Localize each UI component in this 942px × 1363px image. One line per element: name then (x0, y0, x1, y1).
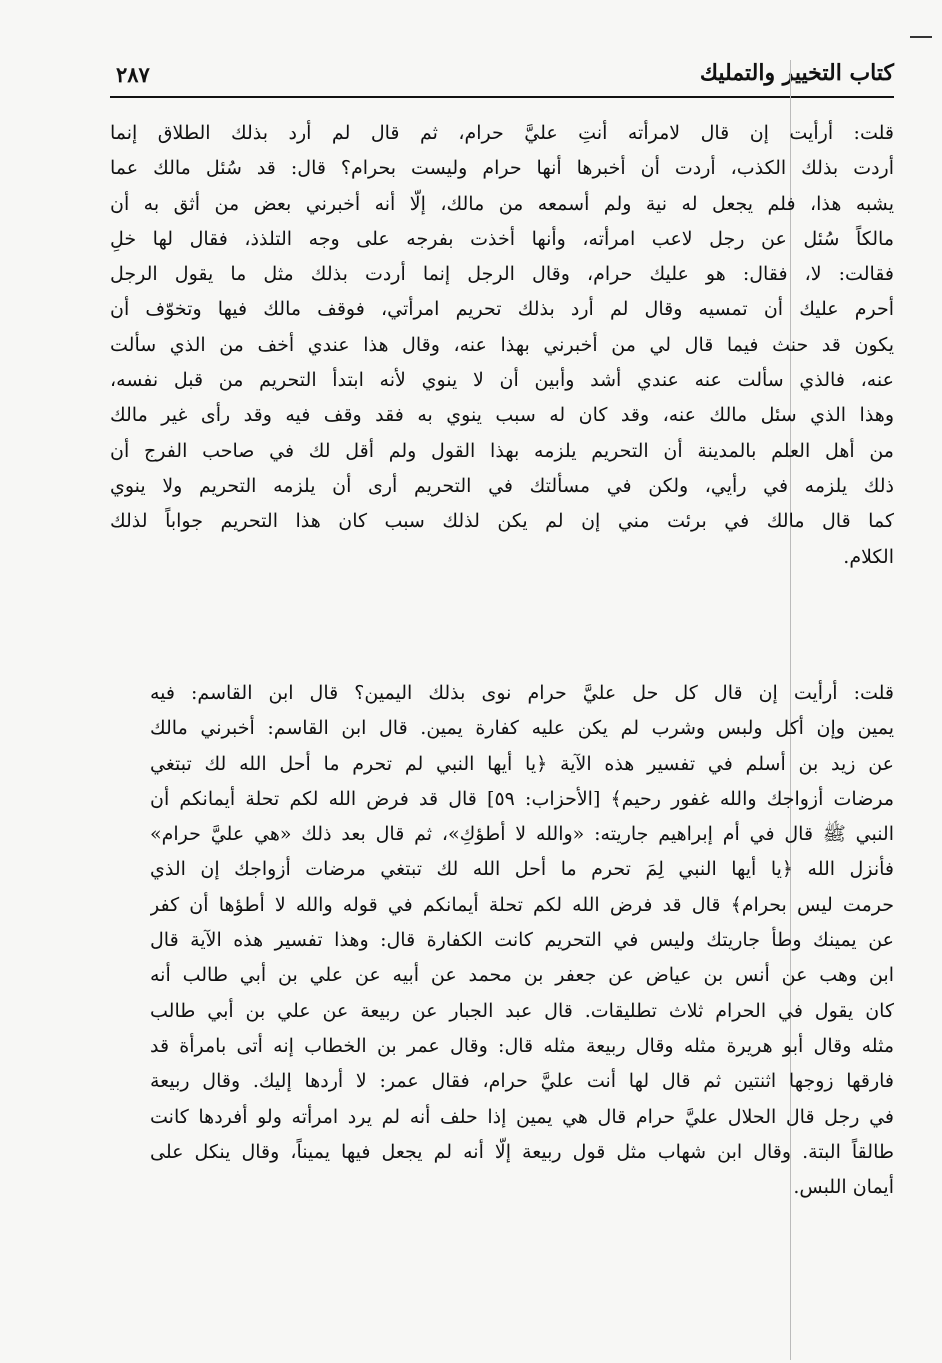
text-line: طالقاً البتة. وقال ابن شهاب مثل قول ربيعة إلّا أنه لم يجعل فيها يميناً، وقال ينكل على (150, 1140, 894, 1163)
page-number: ٢٨٧ (116, 62, 150, 87)
text-line: قلت: أرأيت إن قال كل حل عليَّ حرام نوى بذلك اليمين؟ قال ابن القاسم: فيه (150, 682, 894, 704)
text-line: كان يقول في الحرام ثلاث تطليقات. قال عبد الجبار عن ربيعة عن علي بن أبي طالب (150, 999, 894, 1022)
text-line: يشبه هذا، فلم يجعل له نية ولم أسمعه من مالك، إلّا أنه أخبرني بعض من أثق به أن (110, 192, 894, 215)
page-header (110, 60, 894, 100)
paragraph-2 (150, 676, 894, 1205)
text-line: يمين وإن أكل ولبس وشرب لم يكن عليه كفارة يمين. قال ابن القاسم: أخبرني مالك (150, 717, 894, 740)
text-line: عن يمينك وطأ جاريتك وليس في التحريم كانت الكفارة قال: وهذا تفسير هذه الآية قال (150, 929, 894, 952)
text-line: النبي ﷺ قال في أم إبراهيم جاريته: «والله لا أطؤكِ»، ثم قال بعد ذلك «هي عليَّ حرام» (150, 823, 894, 846)
chapter-title: كتاب التخيير والتمليك (699, 60, 894, 86)
text-line: مثله وقال أبو هريرة مثله وقال ربيعة مثله قال: وقال عمر بن الخطاب إنه أتى بامرأة قد (150, 1034, 894, 1057)
text-line: أيمان اللبس. (793, 1176, 894, 1199)
text-line: فأنزل الله ﴿يا أيها النبي لِمَ تحرم ما أحل الله لك تبتغي مرضات أزواجك إن الذي (150, 858, 894, 881)
text-line: ذلك يلزمه في رأيي، ولكن في مسألتك في التحريم أرى أن يلزمه التحريم ولا ينوي (110, 474, 894, 497)
text-line: عن زيد بن أسلم في تفسير هذه الآية ﴿يا أيها النبي لم تحرم ما أحل الله لك تبتغي (150, 752, 894, 775)
text-line: يكون قد حنث فيما قال لي من أخبرني بهذا عنه، وقال هذا عندي أخف من الذي سألت (110, 333, 894, 356)
text-line: ابن وهب عن أنس بن عياض عن جعفر بن محمد عن أبيه عن علي بن أبي طالب أنه (150, 964, 894, 987)
text-line: في رجل قال الحلال عليَّ حرام قال هي يمين إذا حلف أنه لم يرد امرأته ولو أفردها كانت (150, 1105, 894, 1128)
header-rule (110, 96, 894, 98)
text-line: عنه، فالذي سألت عنه عندي أشد وأبين أن لا ينوي لأنه ابتدأ التحريم من قبل نفسه، (110, 369, 894, 392)
text-line: من أهل العلم بالمدينة أن التحريم يلزمه بهذا القول ولم أقل لك في صاحب الفرج أن (110, 439, 894, 462)
text-line: فارقها زوجها اثنتين ثم قال لها أنت عليَّ حرام، فقال عمر: لا أردها إليك. وقال ربيعة (150, 1070, 894, 1093)
text-line: أردت بذلك الكذب، أردت أن أخبرها أنها حرام وليست بحرام؟ قال: قد سُئل مالك عما (110, 157, 894, 180)
text-line: وهذا الذي سئل مالك عنه، وقد كان له سبب ينوي به فقد وقف فيه وقد رأى غير مالك (110, 404, 894, 427)
text-line: الكلام. (843, 545, 894, 568)
text-line: فقالت: لا، فقال: هو عليك حرام، وقال الرجل إنما أردت بذلك مثل ما يقول الرجل (110, 263, 894, 286)
text-line: مالكاً سُئل عن رجل لاعب امرأته، وأنها أخذت بفرجه على وجه التلذذ، فقال لها خلِ (110, 227, 894, 250)
text-line: أحرم عليك أن تمسيه وقال لم أرد بذلك تحريم امرأتي، فوقف مالك فيها وتخوّف أن (110, 298, 894, 321)
text-line: قلت: أرأيت إن قال لامرأته أنتِ عليَّ حرام، ثم قال لم أرد بذلك الطلاق إنما (110, 122, 894, 144)
text-line: كما قال مالك في برئت مني إن لم يكن لذلك سبب كان هذا التحريم جواباً لذلك (110, 510, 894, 533)
corner-mark (910, 36, 932, 38)
paragraph-1 (110, 116, 894, 575)
text-line: مرضات أزواجك والله غفور رحيم﴾ [الأحزاب: ٥٩] قال قد فرض الله لكم تحلة أيمانكم أن (150, 787, 894, 810)
text-line: حرمت ليس بحرام﴾ قال قد فرض الله لكم تحلة أيمانكم في قوله والله لا أطؤها أن كفر (150, 893, 894, 916)
